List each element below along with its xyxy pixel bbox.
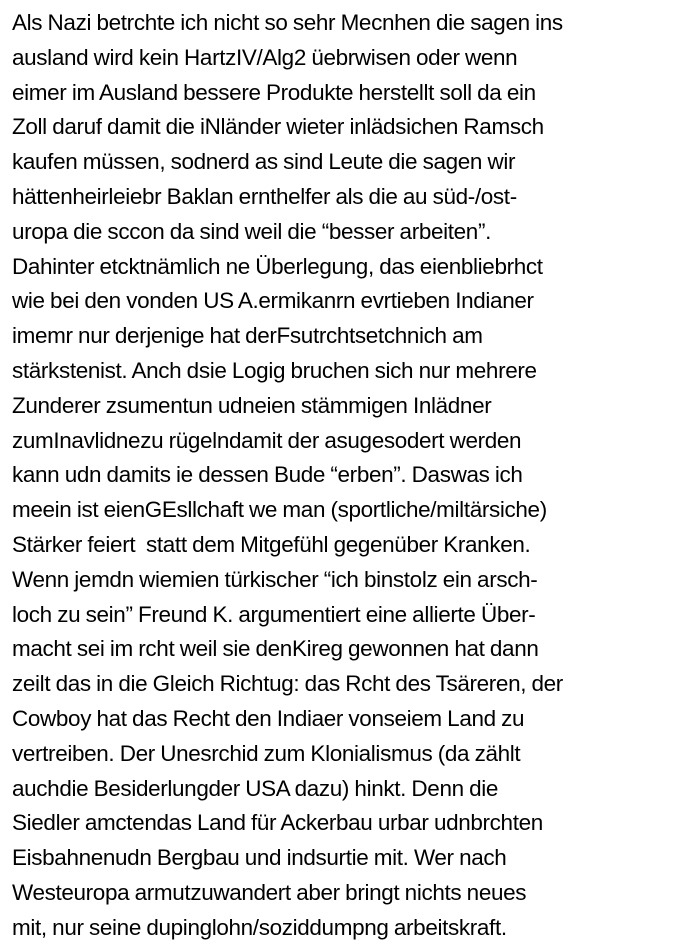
text-line: Siedler amctendas Land für Ackerbau urbar udnbrchten [12,810,543,836]
text-line: kaufen müssen, sodnerd as sind Leute die sagen wir [12,149,516,175]
text-line: Zunderer zsumentun udneien stämmigen Inlädner [12,392,492,418]
text-line: Wenn jemdn wiemien türkischer “ich binstolz ein arsch- [12,566,538,592]
text-line: ausland wird kein HartzIV/Alg2 üebrwisen oder wenn [12,44,518,70]
text-line: imemr nur derjenige hat derFsutrchtsetchnich am [12,323,483,349]
text-line: eimer im Ausland bessere Produkte herstellt soll da ein [12,79,536,105]
text-line: mit, nur seine dupinglohn/soziddumpng arbeitskraft. [12,914,507,940]
text-line: uropa die sccon da sind weil die “besser arbeiten”. [12,218,491,244]
text-line: zeilt das in die Gleich Richtug: das Rcht des Tsäreren, der [12,671,563,697]
body-text [12,6,684,946]
text-line: stärkstenist. Anch dsie Logig bruchen sich nur mehrere [12,357,537,383]
text-line: zumInavlidnezu rügelndamit der asugesodert werden [12,427,522,453]
text-line: kann udn damits ie dessen Bude “erben”. Daswas ich [12,462,523,488]
text-line: auchdie Besiderlungder USA dazu) hinkt. Denn die [12,775,499,801]
text-line: Westeuropa armutzuwandert aber bringt nichts neues [12,879,527,905]
text-line: Dahinter etcktnämlich ne Überlegung, das eienbliebrhct [12,253,543,279]
text-line: vertreiben. Der Unesrchid zum Klonialismus (da zählt [12,740,521,766]
text-line: Eisbahnenudn Bergbau und indsurtie mit. Wer nach [12,845,507,871]
text-line: Cowboy hat das Recht den Indiaer vonseiem Land zu [12,705,525,731]
text-line: hättenheirleiebr Baklan ernthelfer als die au süd-/ost- [12,183,517,209]
text-line: loch zu sein” Freund K. argumentiert eine allierte Über- [12,601,536,627]
text-line: meein ist eienGEsllchaft we man (sportliche/miltärsiche) [12,497,547,523]
text-line: macht sei im rcht weil sie denKireg gewonnen hat dann [12,636,539,662]
text-line: wie bei den vonden US A.ermikanrn evrtieben Indianer [12,288,534,314]
text-line: Zoll daruf damit die iNländer wieter inlädsichen Ramsch [12,114,544,140]
text-line: Stärker feiert statt dem Mitgefühl gegenüber Kranken. [12,531,531,557]
text-line: Als Nazi betrchte ich nicht so sehr Mecnhen die sagen ins [12,10,563,35]
